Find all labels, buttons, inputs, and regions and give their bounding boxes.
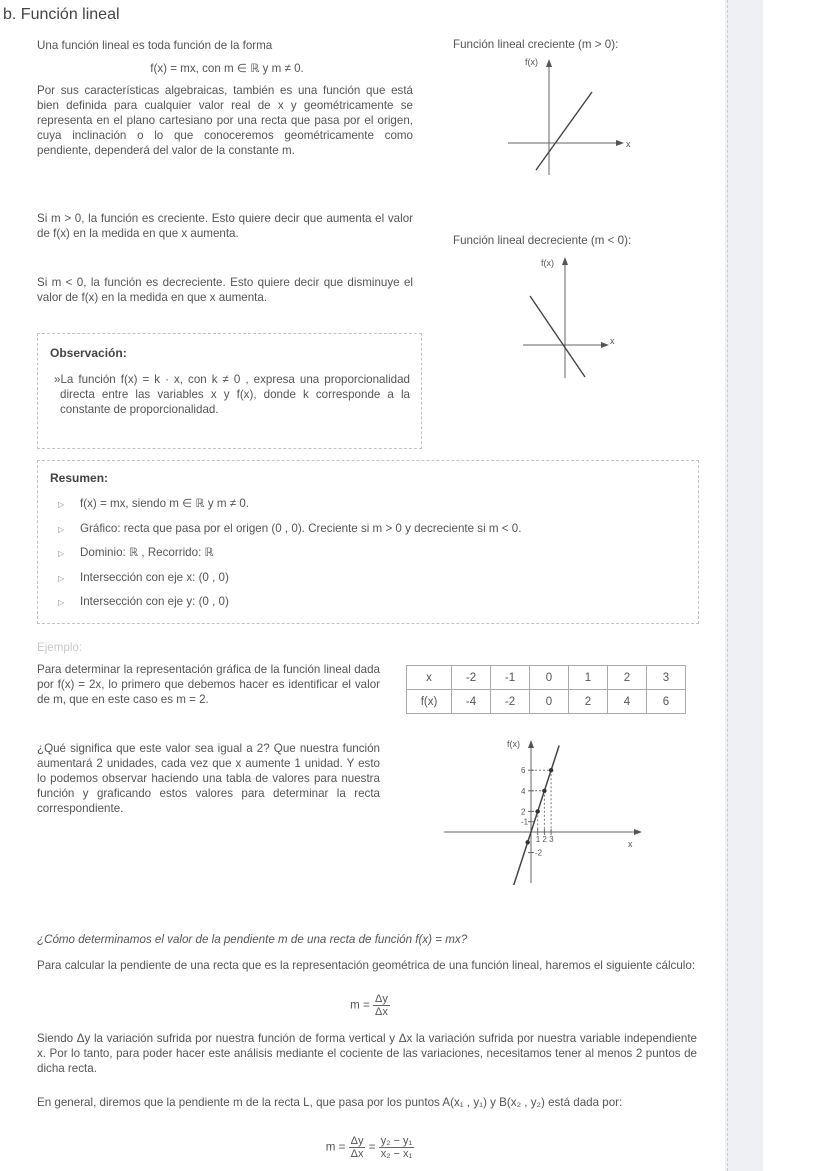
y-tick-label: 6 [521, 766, 526, 776]
main-formula: f(x) = mx, con m ∈ ℝ y m ≠ 0. [150, 62, 304, 75]
function-line [510, 745, 559, 885]
y-tick-label: 2 [521, 807, 526, 817]
example-label: Ejemplo: [37, 641, 83, 654]
summary-item: ▷ Intersección con eje x: (0 , 0) [58, 566, 521, 591]
y-tick-label: 4 [521, 786, 526, 796]
triangle-bullet-icon: ▷ [58, 524, 65, 534]
increasing-line [536, 92, 592, 170]
example-paragraph-2: ¿Qué significa que este valor sea igual a 2? Que nuestra función aumentará 2 unidades, cada vez que x aumente 1 unidad. Y esto lo podemos observar haciendo una tabla de valores para nuestra función y graficando estos valores para determinar la recta correspondiente. [37, 742, 380, 815]
summary-box [37, 460, 699, 624]
slope-paragraph-2: Siendo Δy la variación sufrida por nuestra función de forma vertical y Δx la variación sufrida por nuestra variable independiente x. Por lo tanto, para poder hacer este análisis mediante el cociente de las variaciones, necesitamos tener al menos 2 puntos de dicha recta. [37, 1032, 697, 1075]
x-tick-label: 3 [549, 835, 554, 844]
x-axis-arrow-icon [601, 342, 609, 348]
slope-paragraph-1: Para calcular la pendiente de una recta que es la representación geométrica de una función lineal, haremos el siguiente cálculo: [37, 959, 696, 972]
x-tick-label: 1 [535, 835, 541, 844]
table-header-cell: x [407, 666, 452, 690]
paragraph-decreasing: Si m < 0, la función es decreciente. Esto quiere decir que disminuye el valor de f(x) en la medida en que x aumenta. [37, 276, 413, 304]
summary-list [58, 492, 521, 615]
triangle-bullet-icon: ▷ [58, 598, 65, 607]
paragraph-increasing: Si m > 0, la función es creciente. Esto quiere decir que aumenta el valor de f(x) en la medida en que x aumenta. [37, 212, 413, 240]
data-point [525, 840, 529, 844]
table-cell: 2 [569, 690, 608, 714]
graph-increasing [500, 52, 640, 182]
table-cell: 1 [569, 666, 608, 690]
observation-title: Observación: [50, 346, 127, 360]
table-header-cell: f(x) [407, 690, 452, 714]
y-axis-arrow-icon [546, 59, 552, 67]
x-axis-label: x [628, 839, 633, 849]
table-cell: -4 [452, 690, 491, 714]
data-point [549, 768, 553, 772]
data-point [536, 809, 540, 813]
table-cell: -1 [491, 666, 530, 690]
graph-increasing-caption: Función lineal creciente (m > 0): [453, 38, 619, 51]
summary-item: ▷ Intersección con eje y: (0 , 0) [58, 590, 521, 615]
section-title: b. Función lineal [3, 6, 120, 23]
graph-decreasing-caption: Función lineal decreciente (m < 0): [453, 234, 632, 247]
summary-item: ▷ Dominio: ℝ , Recorrido: ℝ [58, 541, 521, 566]
table-cell: 0 [530, 666, 569, 690]
table-cell: 6 [647, 690, 686, 714]
x-axis-arrow-icon [616, 140, 624, 146]
table-cell: -2 [452, 666, 491, 690]
triangle-bullet-icon: ▷ [58, 500, 65, 509]
values-table [406, 665, 686, 714]
table-cell: 4 [608, 690, 647, 714]
x-axis-label: x [610, 336, 615, 346]
y-axis-arrow-icon [562, 257, 568, 265]
slope-formula-1: m = $\frac{\Delta y}{\Delta x}$ [350, 993, 388, 1018]
observation-box [37, 333, 422, 449]
y-axis-label: f(x) [507, 739, 520, 749]
decreasing-line [530, 296, 585, 377]
summary-item: ▷ f(x) = mx, siendo m ∈ ℝ y m ≠ 0. [58, 492, 521, 517]
table-cell: -2 [491, 690, 530, 714]
graph-decreasing [515, 250, 625, 385]
x-axis-label: x [626, 139, 631, 149]
table-cell: 3 [647, 666, 686, 690]
table-cell: 0 [530, 690, 569, 714]
y-axis-label: f(x) [525, 57, 538, 67]
example-graph [440, 735, 650, 885]
y-axis-arrow-icon [528, 740, 534, 748]
table-row-x [407, 666, 686, 690]
slope-question: ¿Cómo determinamos el valor de la pendiente m de una recta de función f(x) = mx? [37, 933, 468, 946]
margin-divider [727, 0, 728, 1171]
page-margin-strip [725, 0, 763, 1171]
table-row-fx [407, 690, 686, 714]
y-tick-label: -2 [535, 848, 543, 858]
triangle-bullet-icon: ▷ [58, 549, 65, 558]
y-axis-label: f(x) [541, 258, 554, 268]
x-tick-label: 2 [542, 835, 547, 844]
triangle-bullet-icon: ▷ [58, 573, 65, 583]
data-point [542, 789, 546, 793]
paragraph-characteristics: Por sus características algebraicas, también es una función que está bien definida para cualquier valor real de x y geométricamente se representa en el plano cartesiano por una recta que pasa por el origen, cuya inclinación o lo que conoceremos geométricamente como pendiente, dependerá del valor de la constante m. [37, 84, 413, 157]
summary-item: ▷ Gráfico: recta que pasa por el origen (0 , 0). Creciente si m > 0 y decreciente si m < 0. [58, 517, 521, 542]
table-cell: 2 [608, 666, 647, 690]
slope-paragraph-3: En general, diremos que la pendiente m de la recta L, que pasa por los puntos A(x₁ , y₁) y B(x₂ , y₂) está dada por: [37, 1096, 623, 1109]
y-tick-label: -1 [521, 817, 529, 827]
intro-text: Una función lineal es toda función de la forma [37, 39, 273, 52]
observation-text: »La función f(x) = k · x, con k ≠ 0 , expresa una proporcionalidad directa entre las variables x y f(x), donde k corresponde a la constante de proporcionalidad. [54, 373, 410, 416]
slope-formula-2: m = $\frac{\Delta y}{\Delta x}$ = $\frac{\text{y₂ − y₁}}{\text{x₂ − x₁}}$ [325, 1135, 413, 1160]
summary-title: Resumen: [50, 471, 109, 485]
example-paragraph-1: Para determinar la representación gráfica de la función lineal dada por f(x) = 2x, lo primero que debemos hacer es identificar el valor de m, que en este caso es m = 2. [37, 663, 380, 706]
x-axis-arrow-icon [634, 829, 642, 835]
